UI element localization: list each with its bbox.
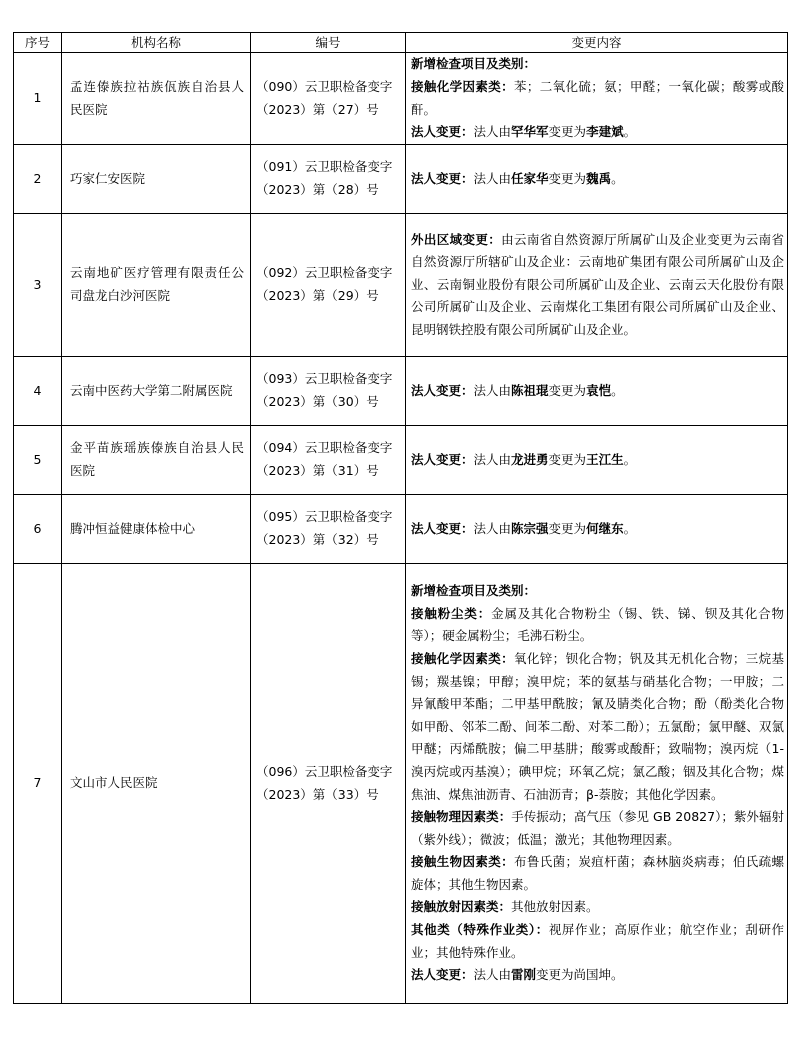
bold-text: 接触生物因素类：	[411, 854, 514, 870]
change-line	[411, 648, 784, 806]
change-line	[411, 580, 784, 603]
header-index: 序号	[14, 33, 62, 53]
institution-name: 云南中医药大学第二附属医院	[62, 357, 251, 426]
text-segment: 。	[611, 170, 624, 186]
table-row	[14, 145, 788, 214]
change-line	[411, 53, 784, 76]
record-number: （094）云卫职检备变字（2023）第（31）号	[251, 426, 406, 495]
change-line	[411, 121, 784, 144]
record-number: （093）云卫职检备变字（2023）第（30）号	[251, 357, 406, 426]
table-row	[14, 564, 788, 1004]
text-segment: 苯；二氧化硫；氨；甲醛；一氧化碳；酸雾或酸酐。	[411, 78, 784, 117]
record-number: （096）云卫职检备变字（2023）第（33）号	[251, 564, 406, 1004]
header-institution-name: 机构名称	[62, 33, 251, 53]
change-content	[406, 426, 788, 495]
row-index: 5	[14, 426, 62, 495]
table-row	[14, 357, 788, 426]
change-line	[411, 919, 784, 964]
change-line	[411, 449, 784, 472]
change-line	[411, 76, 784, 121]
bold-text: 罕华军	[511, 124, 549, 140]
record-number: （092）云卫职检备变字（2023）第（29）号	[251, 214, 406, 357]
bold-text: 李建斌	[586, 124, 624, 140]
text-segment: 。	[623, 451, 637, 467]
text-segment: 金属及其化合物粉尘（锡、铁、锑、钡及其化合物等）；硬金属粉尘；毛沸石粉尘。	[411, 605, 784, 644]
row-index: 2	[14, 145, 62, 214]
table-row	[14, 53, 788, 145]
text-segment: 变更为	[548, 382, 587, 398]
institution-name: 文山市人民医院	[62, 564, 251, 1004]
header-record-number: 编号	[251, 33, 406, 53]
text-segment: 变更为	[548, 170, 587, 186]
bold-text: 外出区域变更：	[411, 231, 502, 247]
change-line	[411, 851, 784, 896]
text-segment: 。	[611, 382, 624, 398]
change-content	[406, 214, 788, 357]
bold-text: 接触物理因素类：	[411, 809, 512, 825]
change-content	[406, 145, 788, 214]
bold-text: 接触放射因素类：	[411, 899, 512, 915]
bold-text: 雷刚	[511, 967, 537, 983]
text-segment: 法人由	[473, 170, 512, 186]
change-line	[411, 518, 784, 541]
text-segment: 由云南省自然资源厅所属矿山及企业变更为云南省自然资源厅所辖矿山及企业：云南地矿集团有限公司所属矿山及企业、云南铜业股份有限公司所属矿山及企业、云南云天化股份有限公司所属矿山及企业、云南煤化工集团有限公司所属矿山及企业、昆明钢铁控股有限公司所属矿山及企业。	[411, 231, 784, 337]
change-content	[406, 495, 788, 564]
text-segment: 。	[623, 520, 637, 536]
text-segment: 法人由	[473, 451, 512, 467]
bold-text: 接触化学因素类：	[411, 78, 514, 94]
bold-text: 法人变更：	[411, 382, 474, 398]
bold-text: 法人变更：	[411, 967, 474, 983]
bold-text: 法人变更：	[411, 451, 474, 467]
table-row	[14, 426, 788, 495]
record-number: （090）云卫职检备变字（2023）第（27）号	[251, 53, 406, 145]
bold-text: 王江生	[586, 451, 624, 467]
bold-text: 陈祖琨	[511, 382, 549, 398]
text-segment: 视屏作业；高原作业；航空作业；刮研作业；其他特殊作业。	[411, 922, 784, 960]
change-line	[411, 229, 784, 342]
text-segment: 法人由	[473, 382, 512, 398]
institution-name: 孟连傣族拉祜族佤族自治县人民医院	[62, 53, 251, 145]
text-segment: 氧化锌；钡化合物；钒及其无机化合物；三烷基锡；羰基镍；甲醇；溴甲烷；苯的氨基与硝基化合物；一甲胺；二异氰酸甲苯酯；二甲基甲酰胺；氰及腈类化合物；酚（酚类化合物如甲酚、邻苯二酚、间苯二酚、对苯二酚）；五氯酚；氯甲醚、双氯甲醚；丙烯酰胺；偏二甲基肼；酸雾或酸酐；致喘物；溴丙烷（1-溴丙烷或丙基溴）；碘甲烷；环氧乙烷；氯乙酸；铟及其化合物；煤焦油、煤焦油沥青、石油沥青；β-萘胺；其他化学因素。	[411, 650, 784, 802]
bold-text: 魏禹	[586, 170, 612, 186]
text-segment: 法人由	[473, 967, 512, 983]
text-segment: 法人由	[473, 520, 512, 536]
bold-text: 接触粉尘类：	[411, 605, 492, 621]
change-line	[411, 806, 784, 851]
bold-text: 新增检查项目及类别：	[411, 56, 537, 72]
change-content	[406, 564, 788, 1004]
change-line	[411, 380, 784, 403]
text-segment: 变更为	[548, 520, 587, 536]
table-row	[14, 214, 788, 357]
text-segment: 法人由	[473, 124, 512, 140]
bold-text: 袁恺	[586, 382, 612, 398]
text-segment: 变更为尚国坤。	[536, 967, 624, 983]
record-table	[13, 32, 788, 1004]
row-index: 3	[14, 214, 62, 357]
change-content	[406, 53, 788, 145]
text-segment: 布鲁氏菌；炭疽杆菌；森林脑炎病毒；伯氏疏螺旋体；其他生物因素。	[411, 854, 784, 892]
bold-text: 接触化学因素类：	[411, 650, 514, 666]
change-line	[411, 896, 784, 919]
bold-text: 新增检查项目及类别：	[411, 583, 537, 599]
text-segment: 变更为	[548, 124, 587, 140]
bold-text: 法人变更：	[411, 520, 474, 536]
institution-name: 云南地矿医疗管理有限责任公司盘龙白沙河医院	[62, 214, 251, 357]
bold-text: 法人变更：	[411, 170, 474, 186]
bold-text: 何继东	[586, 520, 624, 536]
header-change-content: 变更内容	[406, 33, 788, 53]
change-line	[411, 964, 784, 987]
record-number: （091）云卫职检备变字（2023）第（28）号	[251, 145, 406, 214]
text-segment: 。	[623, 124, 637, 140]
bold-text: 法人变更：	[411, 124, 474, 140]
institution-name: 腾冲恒益健康体检中心	[62, 495, 251, 564]
text-segment: 其他放射因素。	[511, 899, 599, 915]
row-index: 1	[14, 53, 62, 145]
row-index: 7	[14, 564, 62, 1004]
record-number: （095）云卫职检备变字（2023）第（32）号	[251, 495, 406, 564]
institution-name: 巧家仁安医院	[62, 145, 251, 214]
change-line	[411, 603, 784, 648]
bold-text: 其他类（特殊作业类）：	[411, 922, 549, 938]
table-row	[14, 495, 788, 564]
text-segment: 变更为	[548, 451, 587, 467]
row-index: 6	[14, 495, 62, 564]
text-segment: 手传振动；高气压（参见 GB 20827）；紫外辐射（紫外线）；微波；低温；激光；其他物理因素。	[411, 809, 784, 847]
bold-text: 任家华	[511, 170, 549, 186]
bold-text: 陈宗强	[511, 520, 549, 536]
row-index: 4	[14, 357, 62, 426]
bold-text: 龙进勇	[511, 451, 549, 467]
institution-name: 金平苗族瑶族傣族自治县人民医院	[62, 426, 251, 495]
table-header-row	[14, 33, 788, 53]
change-content	[406, 357, 788, 426]
change-line	[411, 168, 784, 191]
